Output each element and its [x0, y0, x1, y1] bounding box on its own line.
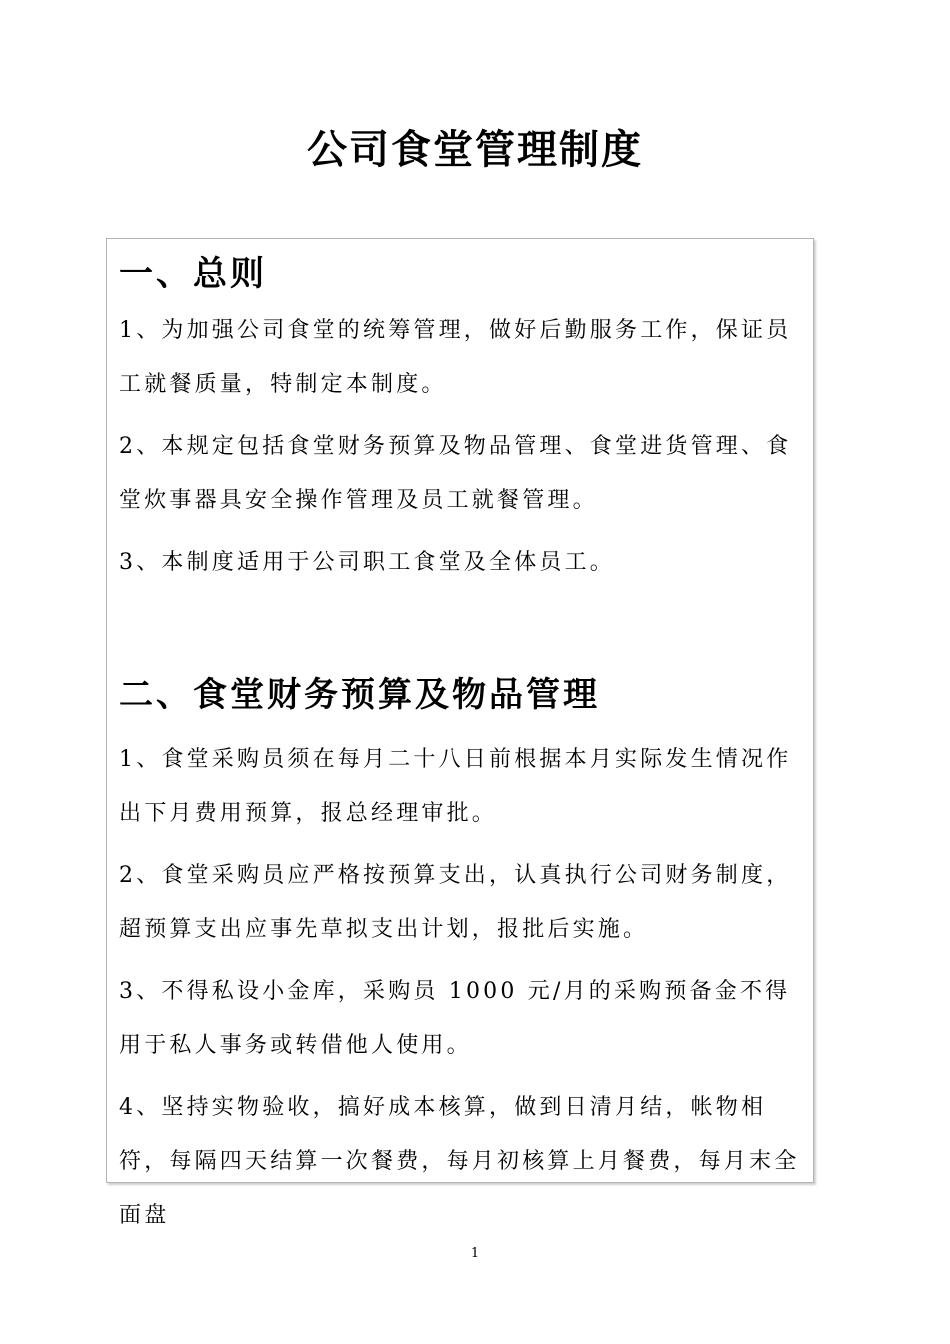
- paragraph: 3、不得私设小金库，采购员 1000 元/月的采购预备金不得用于私人事务或转借他人使用。: [119, 979, 791, 1058]
- paragraph: 1、为加强公司食堂的统筹管理，做好后勤服务工作，保证员工就餐质量，特制定本制度。: [119, 318, 792, 397]
- paragraph: 2、食堂采购员应严格按预算支出，认真执行公司财务制度，超预算支出应事先草拟支出计划，报批后实施。: [119, 863, 792, 942]
- page-title: 公司食堂管理制度: [307, 126, 643, 173]
- page-number: 1: [470, 1246, 480, 1261]
- paragraph: 2、本规定包括食堂财务预算及物品管理、食堂进货管理、食堂炊事器具安全操作管理及员工就餐管理。: [119, 434, 792, 513]
- document-content-box: [106, 238, 814, 1228]
- section-heading-finance: 二、食堂财务预算及物品管理: [119, 675, 600, 715]
- paragraph: 4、坚持实物验收，搞好成本核算，做到日清月结，帐物相符，每隔四天结算一次餐费，每月初核算上月餐费，每月末全面盘: [119, 1095, 800, 1228]
- paragraph: 3、本制度适用于公司职工食堂及全体员工。: [119, 550, 615, 575]
- paragraph: 1、食堂采购员须在每月二十八日前根据本月实际发生情况作出下月费用预算，报总经理审批。: [119, 747, 792, 826]
- section-heading-general: 一、总则: [119, 254, 267, 294]
